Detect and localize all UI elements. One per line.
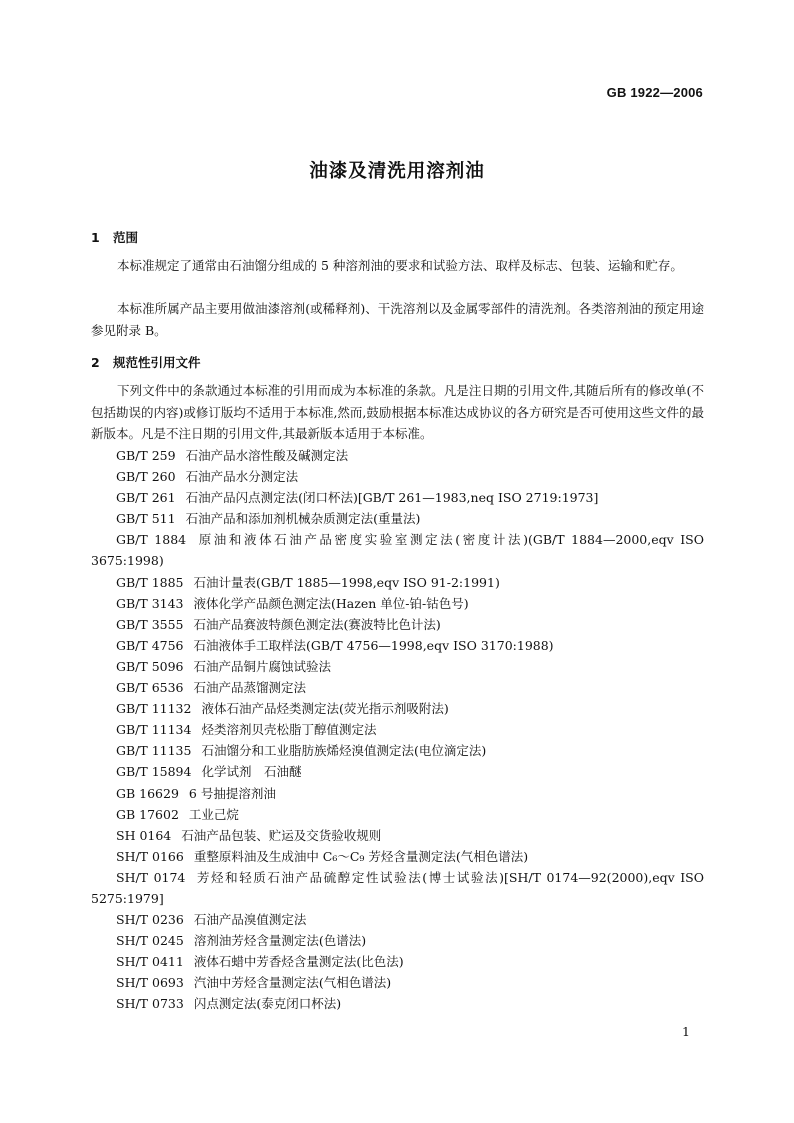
reference-item [91,635,704,656]
section-1-heading [91,228,138,246]
reference-code: GB/T 3143 [116,595,184,611]
reference-code: SH/T 0166 [116,848,184,864]
reference-item [91,487,704,508]
reference-item [91,572,704,593]
reference-title: 溶剂油芳烃含量测定法(色谱法) [193,933,367,949]
reference-title: 液体石油产品烃类测定法(荧光指示剂吸附法) [201,701,449,717]
reference-title: 石油产品闪点测定法(闭口杯法)[GB/T 261—1983,neq ISO 2719:1973] [185,490,599,506]
reference-code: GB/T 11132 [116,701,192,717]
reference-code: SH/T 0693 [116,975,184,991]
reference-item [91,846,704,867]
reference-item [91,761,704,782]
reference-item [91,508,704,529]
reference-title: 芳烃和轻质石油产品硫醇定性试验法(博士试验法)[SH/T 0174—92(2000),eqv ISO 5275:1979] [91,869,704,906]
section-number: 1 [91,230,100,245]
reference-title: 烃类溶剂贝壳松脂丁醇值测定法 [201,722,377,738]
reference-code: SH/T 0174 [116,869,186,885]
reference-item [91,656,704,677]
reference-code: GB/T 5096 [116,658,184,674]
reference-title: 石油产品溴值测定法 [193,912,307,928]
reference-item [91,677,704,698]
reference-item [91,930,704,951]
reference-code: GB/T 260 [116,469,176,485]
reference-item [91,614,704,635]
reference-item [91,698,704,719]
reference-item [91,466,704,487]
reference-title: 石油产品水分测定法 [185,469,299,485]
reference-title: 闪点测定法(泰克闭口杯法) [193,996,342,1012]
section-number: 2 [91,355,100,370]
reference-code: GB/T 3555 [116,616,184,632]
reference-title: 石油产品水溶性酸及碱测定法 [185,448,349,463]
reference-code: GB/T 1885 [116,574,184,590]
reference-title: 原油和液体石油产品密度实验室测定法(密度计法)(GB/T 1884—2000,eqv ISO 3675:1998) [91,532,704,569]
reference-item [91,972,704,993]
reference-code: SH/T 0733 [116,996,184,1012]
reference-item [91,804,704,825]
reference-title: 石油液体手工取样法(GB/T 4756—1998,eqv ISO 3170:1988) [193,637,554,653]
reference-item [91,445,704,466]
reference-item [91,529,704,571]
reference-title: 汽油中芳烃含量测定法(气相色谱法) [193,975,392,991]
reference-code: SH/T 0236 [116,912,184,928]
reference-code: SH 0164 [116,827,172,843]
reference-code: GB/T 4756 [116,637,184,653]
reference-title: 石油产品铜片腐蚀试验法 [193,658,332,674]
reference-title: 6 号抽提溶剂油 [188,785,276,801]
reference-item [91,719,704,740]
reference-item [91,740,704,761]
reference-code: GB/T 11134 [116,722,192,738]
reference-code: GB/T 261 [116,490,176,506]
reference-item [91,867,704,909]
page-number: 1 [682,1024,690,1039]
scope-paragraph: 本标准规定了通常由石油馏分组成的 5 种溶剂油的要求和试验方法、取样及标志、包装、运输和贮存。 [117,258,683,273]
references-intro-paragraph: 下列文件中的条款通过本标准的引用而成为本标准的条款。凡是注日期的引用文件,其随后所有的修改单(不包括勘误的内容)或修订版均不适用于本标准,然而,鼓励根据本标准达成协议的各方研究是否可使用这些文件的最新版本。凡是不注日期的引用文件,其最新版本适用于本标准。 [91,383,704,441]
reference-item [91,993,704,1014]
section-2-heading [91,353,201,371]
reference-item [91,825,704,846]
standard-code: GB 1922—2006 [606,85,703,100]
reference-code: GB/T 511 [116,511,176,527]
reference-title: 石油产品和添加剂机械杂质测定法(重量法) [185,511,421,527]
reference-code: GB 16629 [116,785,179,801]
reference-title: 石油计量表(GB/T 1885—1998,eqv ISO 91-2:1991) [193,574,500,590]
reference-code: SH/T 0245 [116,933,184,949]
reference-title: 重整原料油及生成油中 C₆～C₉ 芳烃含量测定法(气相色谱法) [193,848,529,864]
section-title: 规范性引用文件 [113,355,201,370]
reference-title: 液体石蜡中芳香烃含量测定法(比色法) [193,954,404,970]
reference-item [91,783,704,804]
reference-title: 石油产品赛波特颜色测定法(赛波特比色计法) [193,616,441,632]
scope-paragraph: 本标准所属产品主要用做油漆溶剂(或稀释剂)、干洗溶剂以及金属零部件的清洗剂。各类溶剂油的预定用途参见附录 B。 [91,301,704,338]
normative-references-list [91,445,704,1015]
reference-title: 石油产品蒸馏测定法 [193,680,307,696]
reference-item [91,593,704,614]
reference-title: 石油馏分和工业脂肪族烯烃溴值测定法(电位滴定法) [201,743,487,759]
reference-title: 石油产品包装、贮运及交货验收规则 [181,827,382,843]
reference-title: 工业己烷 [188,806,239,822]
reference-code: GB/T 259 [116,448,176,463]
reference-code: SH/T 0411 [116,954,184,970]
document-title: 油漆及清洗用溶剂油 [309,161,485,182]
reference-code: GB/T 11135 [116,743,192,759]
reference-title: 化学试剂 石油醚 [201,764,302,780]
reference-code: GB/T 1884 [116,532,187,548]
reference-code: GB/T 6536 [116,680,184,696]
reference-item [91,951,704,972]
section-title: 范围 [113,230,139,245]
reference-item [91,909,704,930]
reference-title: 液体化学产品颜色测定法(Hazen 单位-铂-钴色号) [193,595,469,611]
reference-code: GB/T 15894 [116,764,192,780]
reference-code: GB 17602 [116,806,179,822]
